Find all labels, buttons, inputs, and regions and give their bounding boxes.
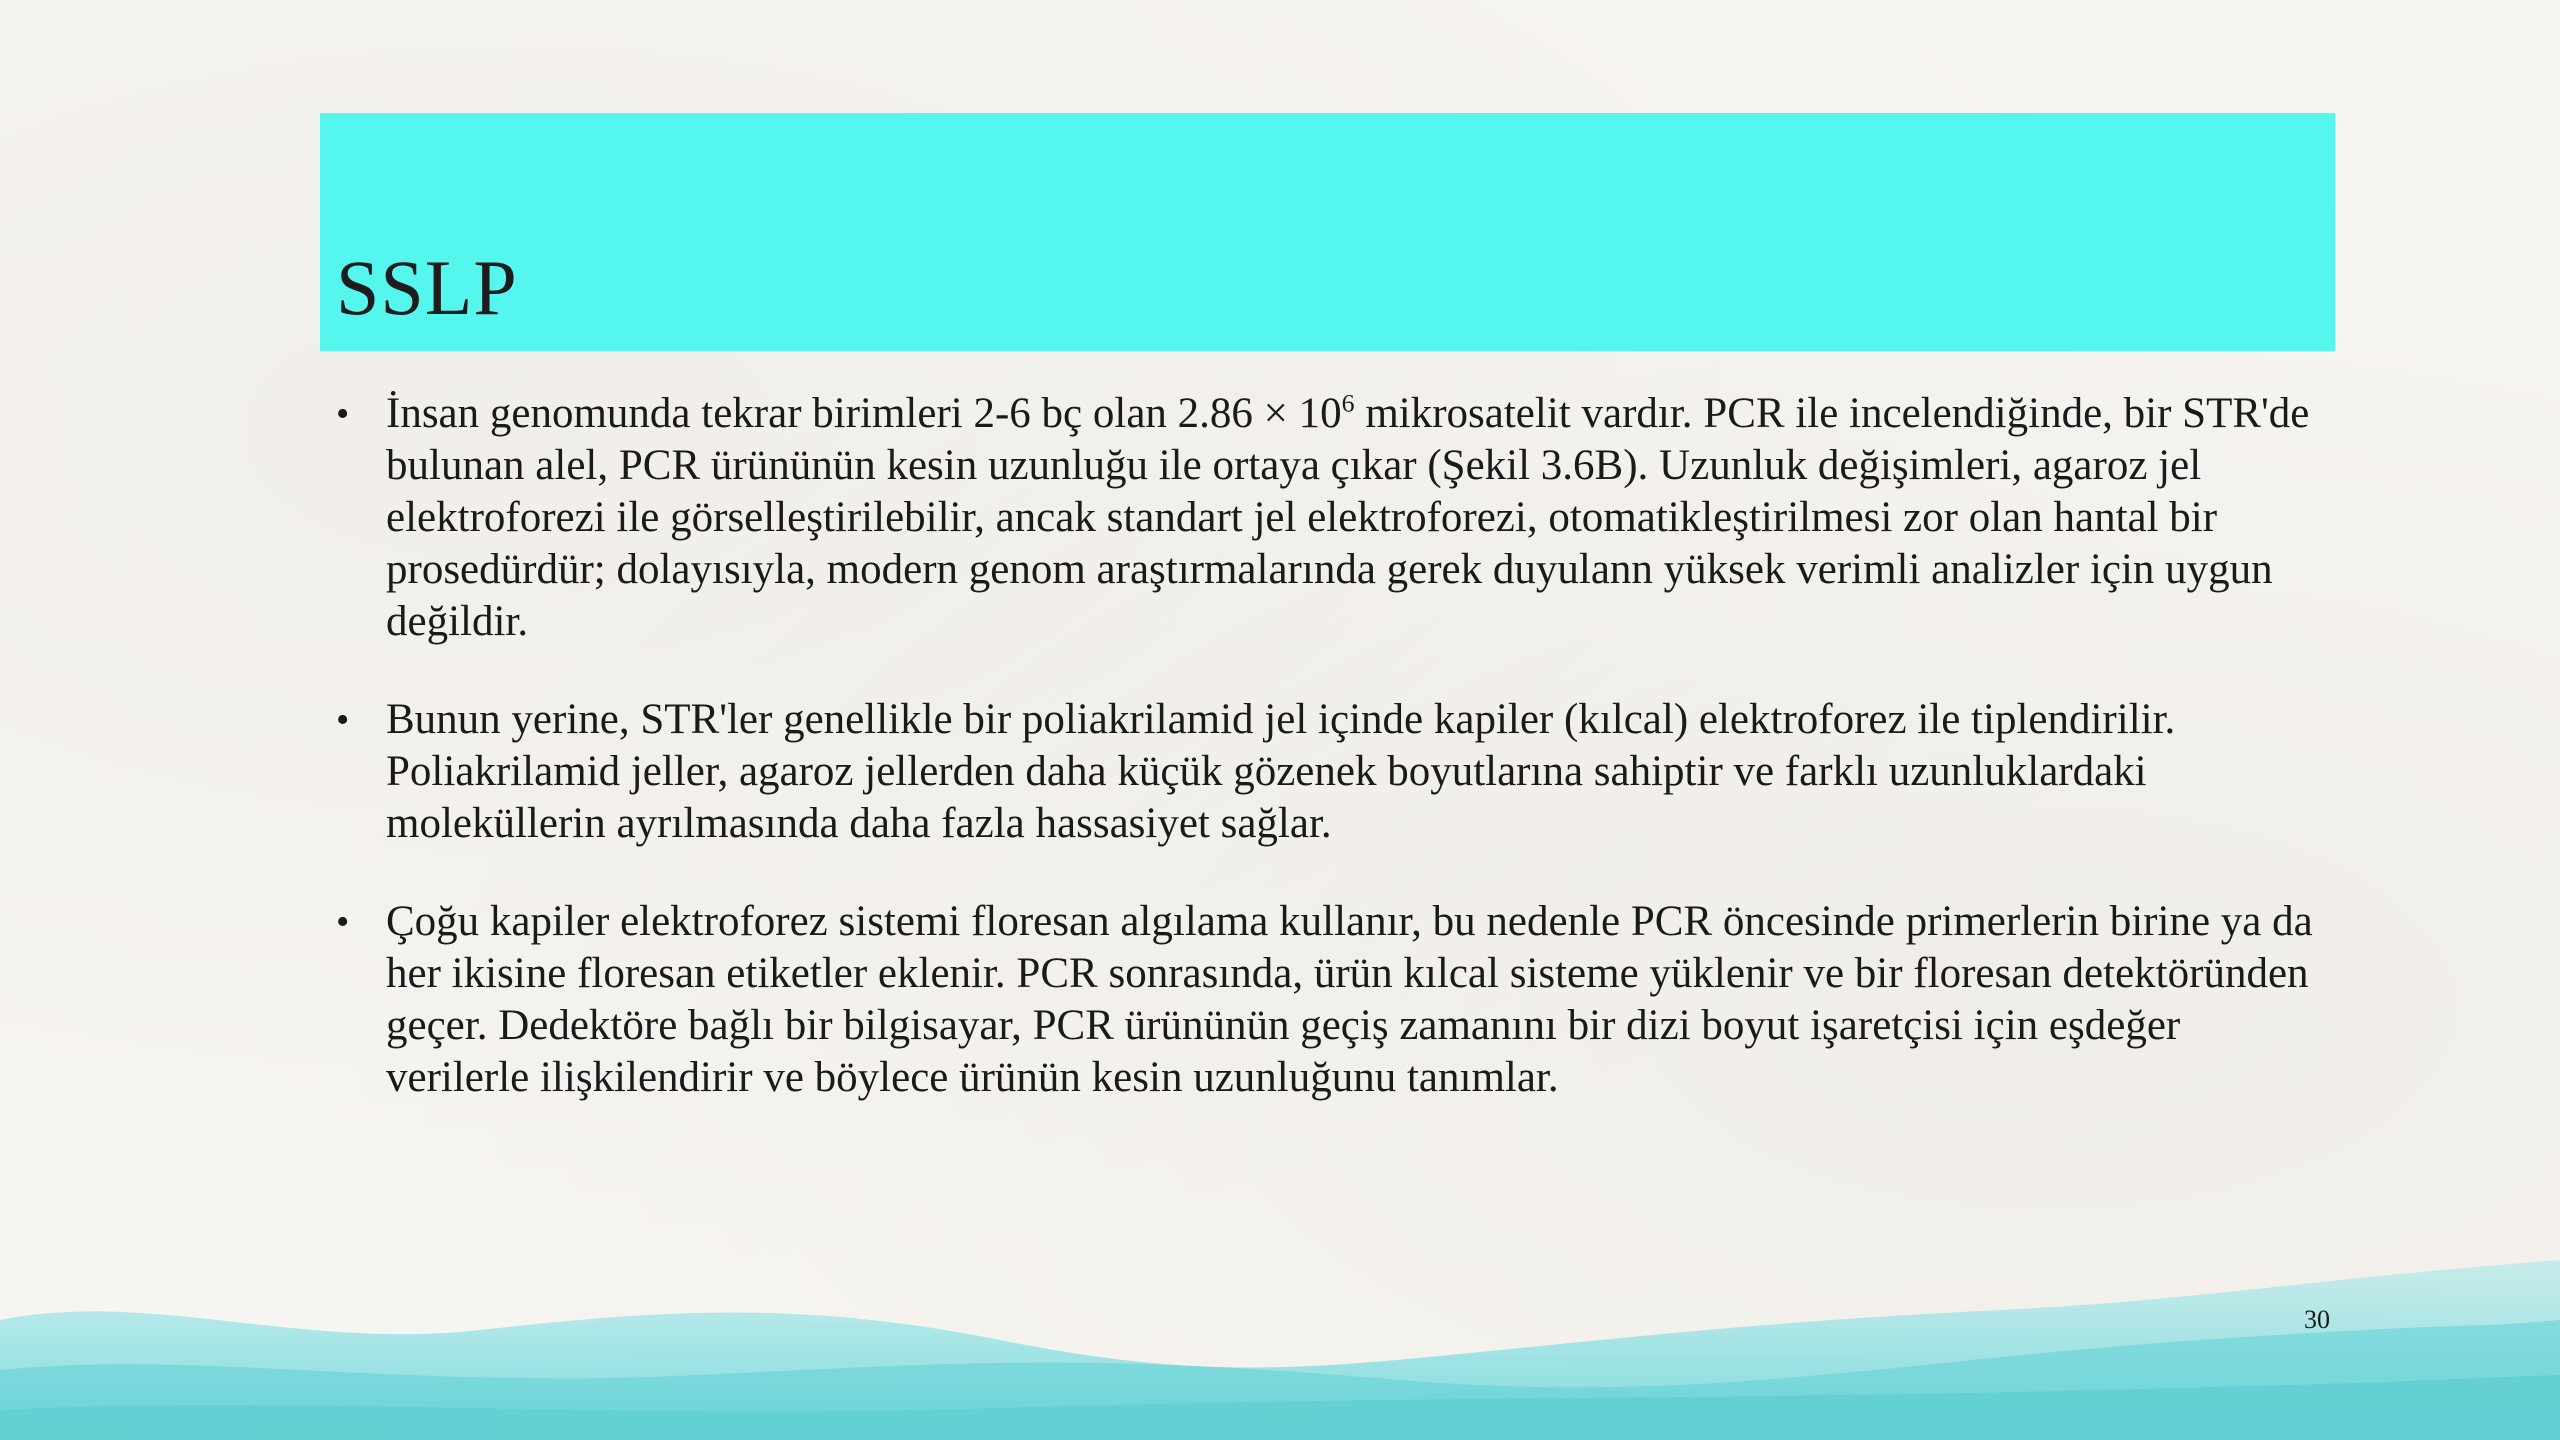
bullet-text xyxy=(386,390,2309,645)
bullet-dot: • xyxy=(336,699,350,741)
bullet-dot: • xyxy=(336,393,350,435)
title-band xyxy=(320,113,2335,351)
bullet-item-1 xyxy=(336,388,2326,648)
bullet-item-2 xyxy=(336,694,2326,850)
bullet-text: Bunun yerine, STR'ler genellikle bir poliakrilamid jel içinde kapiler (kılcal) elektroforez ile tiplendirilir. Poliakrilamid jeller, agaroz jellerden daha küçük gözenek boyutlarına sahiptir ve farklı uzunluklardaki moleküllerin ayrılmasında daha fazla hassasiyet sağlar. xyxy=(386,696,2176,847)
page-number: 30 xyxy=(2304,1305,2330,1334)
watercolor-wash-decoration xyxy=(0,1260,2560,1440)
bullet-dot: • xyxy=(336,901,350,943)
slide-title: SSLP xyxy=(336,244,518,331)
bullet-text-part: İnsan genomunda tekrar birimleri 2-6 bç olan 2.86 × 10 xyxy=(386,390,1342,437)
bullet-list xyxy=(336,388,2326,1150)
bullet-text-part: mikrosatelit vardır. PCR ile incelendiğinde, bir STR'de bulunan alel, PCR ürününün kesin uzunluğu ile ortaya çıkar (Şekil 3.6B). Uzunluk değişimleri, agaroz jel elektroforezi ile görselleştirilebilir, ancak standart jel elektroforezi, otomatikleştirilmesi zor olan hantal bir prosedürdür; dolayısıyla, modern genom araştırmalarında gerek duyulann yüksek verimli analizler için uygun değildir. xyxy=(386,390,2310,645)
bullet-item-3 xyxy=(336,896,2326,1104)
exponent: 6 xyxy=(1341,388,1355,418)
bullet-text: Çoğu kapiler elektroforez sistemi floresan algılama kullanır, bu nedenle PCR öncesinde primerlerin birine ya da her ikisine floresan etiketler eklenir. PCR sonrasında, ürün kılcal sisteme yüklenir ve bir floresan detektöründen geçer. Dedektöre bağlı bir bilgisayar, PCR ürününün geçiş zamanını bir dizi boyut işaretçisi için eşdeğer verilerle ilişkilendirir ve böylece ürünün kesin uzunluğunu tanımlar. xyxy=(386,898,2313,1101)
